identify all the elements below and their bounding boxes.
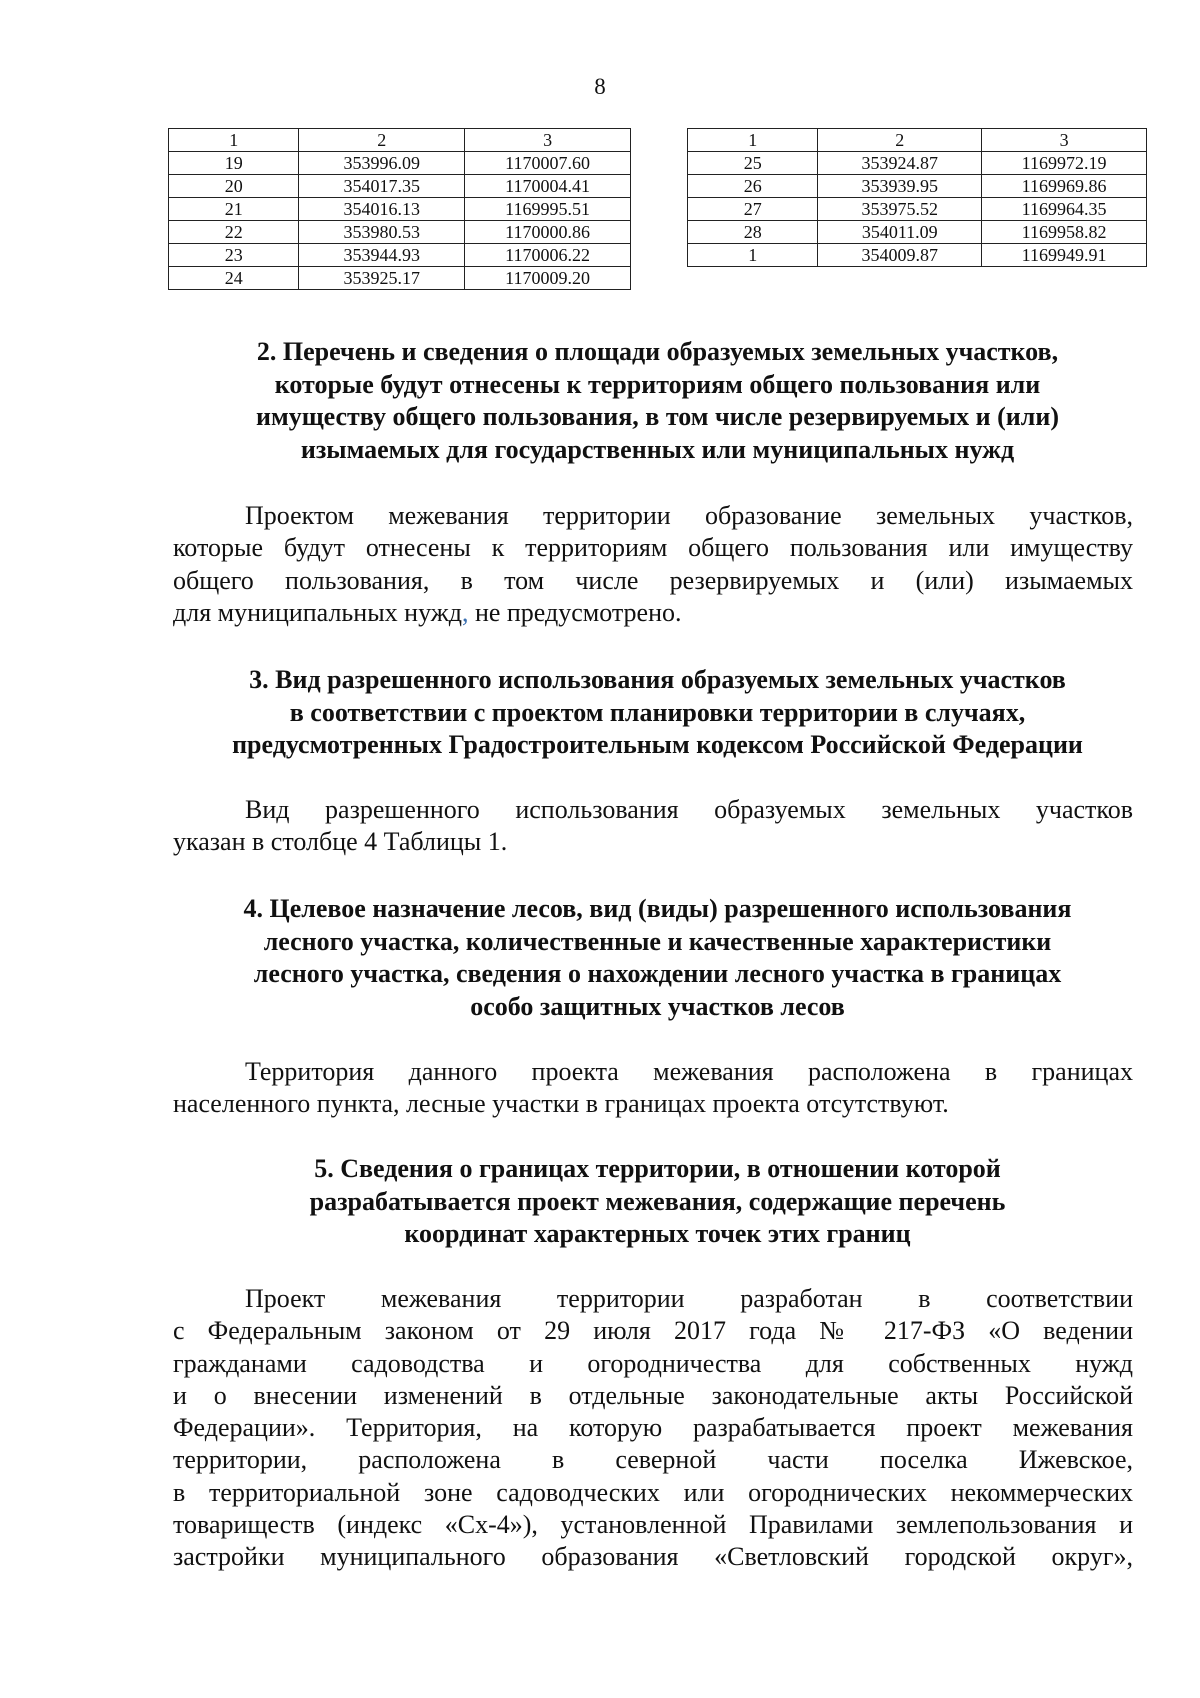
x-coordinate-cell: 354011.09 (818, 221, 982, 244)
table-row (169, 221, 631, 244)
paragraph-fragment: для муниципальных нужд (173, 597, 462, 627)
y-coordinate-cell: 1170007.60 (465, 152, 631, 175)
heading-line: лесного участка, количественные и качественные характеристики (263, 926, 1052, 956)
heading-line: 2. Перечень и сведения о площади образуемых земельных участков, (256, 337, 1059, 366)
paragraph-line: гражданами садоводства и огородничества для собственных нужд (173, 1348, 1133, 1378)
section-3-heading (170, 664, 1145, 762)
y-coordinate-cell: 1169958.82 (982, 221, 1147, 244)
section-4-heading (170, 893, 1145, 1023)
paragraph-line: товариществ (индекс «Сх-4»), установленной Правилами землепользования и (173, 1510, 1133, 1540)
x-coordinate-cell: 354017.35 (299, 175, 465, 198)
table-header-cell: 2 (818, 129, 982, 152)
x-coordinate-cell: 354009.87 (818, 244, 982, 267)
paragraph-line: общего пользования, в том числе резервируемых и (или) изымаемых (173, 565, 1133, 595)
table-header-cell: 3 (465, 129, 631, 152)
table-row (169, 175, 631, 198)
point-number-cell: 22 (169, 221, 299, 244)
table-header-row (688, 129, 1147, 152)
paragraph-line: Территория данного проекта межевания расположена в границах (245, 1057, 1133, 1086)
paragraph-line: застройки муниципального образования «Светловский городской округ», (173, 1542, 1133, 1572)
point-number-cell: 24 (169, 267, 299, 290)
point-number-cell: 25 (688, 152, 818, 175)
heading-line: имуществу общего пользования, в том числе резервируемых и (или) (256, 402, 1059, 431)
paragraph-line: Проектом межевания территории образование земельных участков, (245, 501, 1133, 530)
paragraph-line: территории, расположена в северной части поселка Ижевское, (173, 1445, 1133, 1475)
paragraph-line: в территориальной зоне садоводческих или огороднических некоммерческих (173, 1477, 1133, 1507)
table-row (688, 198, 1147, 221)
coordinates-table-left (168, 128, 631, 290)
heading-line: изымаемых для государственных или муниципальных нужд (300, 434, 1015, 464)
table-header-cell: 1 (169, 129, 299, 152)
heading-line: 4. Целевое назначение лесов, вид (виды) разрешенного использования (243, 894, 1072, 923)
paragraph-line: населенного пункта, лесные участки в границах проекта отсутствуют. (173, 1089, 949, 1119)
y-coordinate-cell: 1170000.86 (465, 221, 631, 244)
table-row (688, 175, 1147, 198)
heading-line: особо защитных участков лесов (470, 991, 845, 1021)
x-coordinate-cell: 353944.93 (299, 244, 465, 267)
section-5-heading (170, 1153, 1145, 1251)
x-coordinate-cell: 353996.09 (299, 152, 465, 175)
section-3-text (173, 794, 1133, 859)
section-4-text (173, 1056, 1133, 1121)
paragraph-line: с Федеральным законом от 29 июля 2017 года № 217-ФЗ «О ведении (173, 1316, 1133, 1346)
x-coordinate-cell: 354016.13 (299, 198, 465, 221)
paragraph-line: Проект межевания территории разработан в соответствии (245, 1284, 1133, 1313)
y-coordinate-cell: 1170006.22 (465, 244, 631, 267)
paragraph-line: и о внесении изменений в отдельные законодательные акты Российской (173, 1380, 1133, 1410)
x-coordinate-cell: 353925.17 (299, 267, 465, 290)
point-number-cell: 19 (169, 152, 299, 175)
y-coordinate-cell: 1170009.20 (465, 267, 631, 290)
paragraph-last-line (173, 597, 1133, 629)
table-row (688, 221, 1147, 244)
heading-line: которые будут отнесены к территориям общего пользования или (274, 369, 1041, 399)
page-number: 8 (594, 74, 606, 99)
heading-line: 3. Вид разрешенного использования образуемых земельных участков (249, 665, 1066, 694)
point-number-cell: 1 (688, 244, 818, 267)
table-row (169, 152, 631, 175)
y-coordinate-cell: 1170004.41 (465, 175, 631, 198)
paragraph-line: Вид разрешенного использования образуемых земельных участков (245, 795, 1133, 824)
x-coordinate-cell: 353980.53 (299, 221, 465, 244)
table-header-row (169, 129, 631, 152)
heading-line: в соответствии с проектом планировки территории в случаях, (289, 697, 1026, 727)
paragraph-line: которые будут отнесены к территориям общего пользования или имуществу (173, 533, 1133, 563)
y-coordinate-cell: 1169964.35 (982, 198, 1147, 221)
heading-line: 5. Сведения о границах территории, в отношении которой (314, 1154, 1001, 1183)
paragraph-line: Федерации». Территория, на которую разрабатывается проект межевания (173, 1413, 1133, 1443)
y-coordinate-cell: 1169995.51 (465, 198, 631, 221)
x-coordinate-cell: 353975.52 (818, 198, 982, 221)
x-coordinate-cell: 353924.87 (818, 152, 982, 175)
point-number-cell: 27 (688, 198, 818, 221)
y-coordinate-cell: 1169949.91 (982, 244, 1147, 267)
paragraph-fragment: не предусмотрено. (468, 597, 682, 627)
paragraph-line: указан в столбце 4 Таблицы 1. (173, 827, 508, 857)
point-number-cell: 23 (169, 244, 299, 267)
highlighted-comma: , (461, 597, 469, 627)
table-header-cell: 3 (982, 129, 1147, 152)
y-coordinate-cell: 1169969.86 (982, 175, 1147, 198)
table-row (688, 152, 1147, 175)
heading-line: разрабатывается проект межевания, содержащие перечень (309, 1186, 1006, 1216)
heading-line: предусмотренных Градостроительным кодексом Российской Федерации (232, 730, 1083, 759)
point-number-cell: 20 (169, 175, 299, 198)
table-header-cell: 1 (688, 129, 818, 152)
section-2-heading (170, 336, 1145, 466)
table-row (169, 267, 631, 290)
coordinates-table-right (687, 128, 1147, 267)
section-2-text (173, 500, 1133, 629)
table-row (169, 244, 631, 267)
table-row (688, 244, 1147, 267)
section-5-text (173, 1283, 1133, 1574)
table-header-cell: 2 (299, 129, 465, 152)
point-number-cell: 28 (688, 221, 818, 244)
x-coordinate-cell: 353939.95 (818, 175, 982, 198)
heading-line: лесного участка, сведения о нахождении лесного участка в границах (253, 959, 1062, 988)
y-coordinate-cell: 1169972.19 (982, 152, 1147, 175)
heading-line: координат характерных точек этих границ (404, 1219, 911, 1248)
point-number-cell: 21 (169, 198, 299, 221)
point-number-cell: 26 (688, 175, 818, 198)
table-row (169, 198, 631, 221)
